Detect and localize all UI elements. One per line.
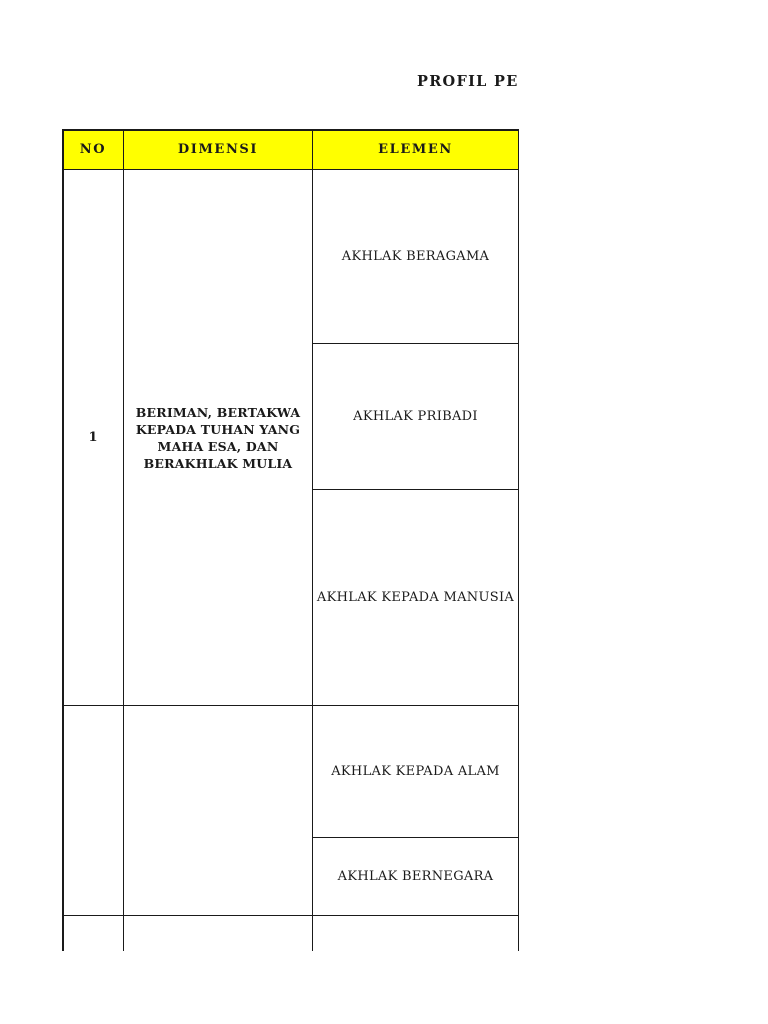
document-title: PROFIL PE	[417, 73, 519, 90]
header-dimensi: DIMENSI	[177, 142, 259, 157]
header-elemen: ELEMEN	[378, 142, 453, 157]
elemen-akhlak-beragama: AKHLAK BERAGAMA	[341, 249, 490, 264]
row-2-no	[63, 706, 123, 915]
elemen-akhlak-bernegara: AKHLAK BERNEGARA	[337, 869, 494, 884]
row-2-dimensi	[124, 706, 312, 915]
border-row-2-bottom	[62, 915, 519, 916]
header-no: NO	[79, 142, 107, 157]
elemen-akhlak-pribadi: AKHLAK PRIBADI	[353, 409, 478, 424]
elemen-akhlak-kepada-manusia: AKHLAK KEPADA MANUSIA	[316, 590, 515, 605]
elemen-akhlak-kepada-alam: AKHLAK KEPADA ALAM	[331, 764, 500, 779]
row-1-dimensi: BERIMAN, BERTAKWA KEPADA TUHAN YANG MAHA ESA, DAN BERAKHLAK MULIA	[135, 404, 301, 471]
row-1-no: 1	[88, 430, 98, 445]
border-right	[518, 129, 519, 951]
